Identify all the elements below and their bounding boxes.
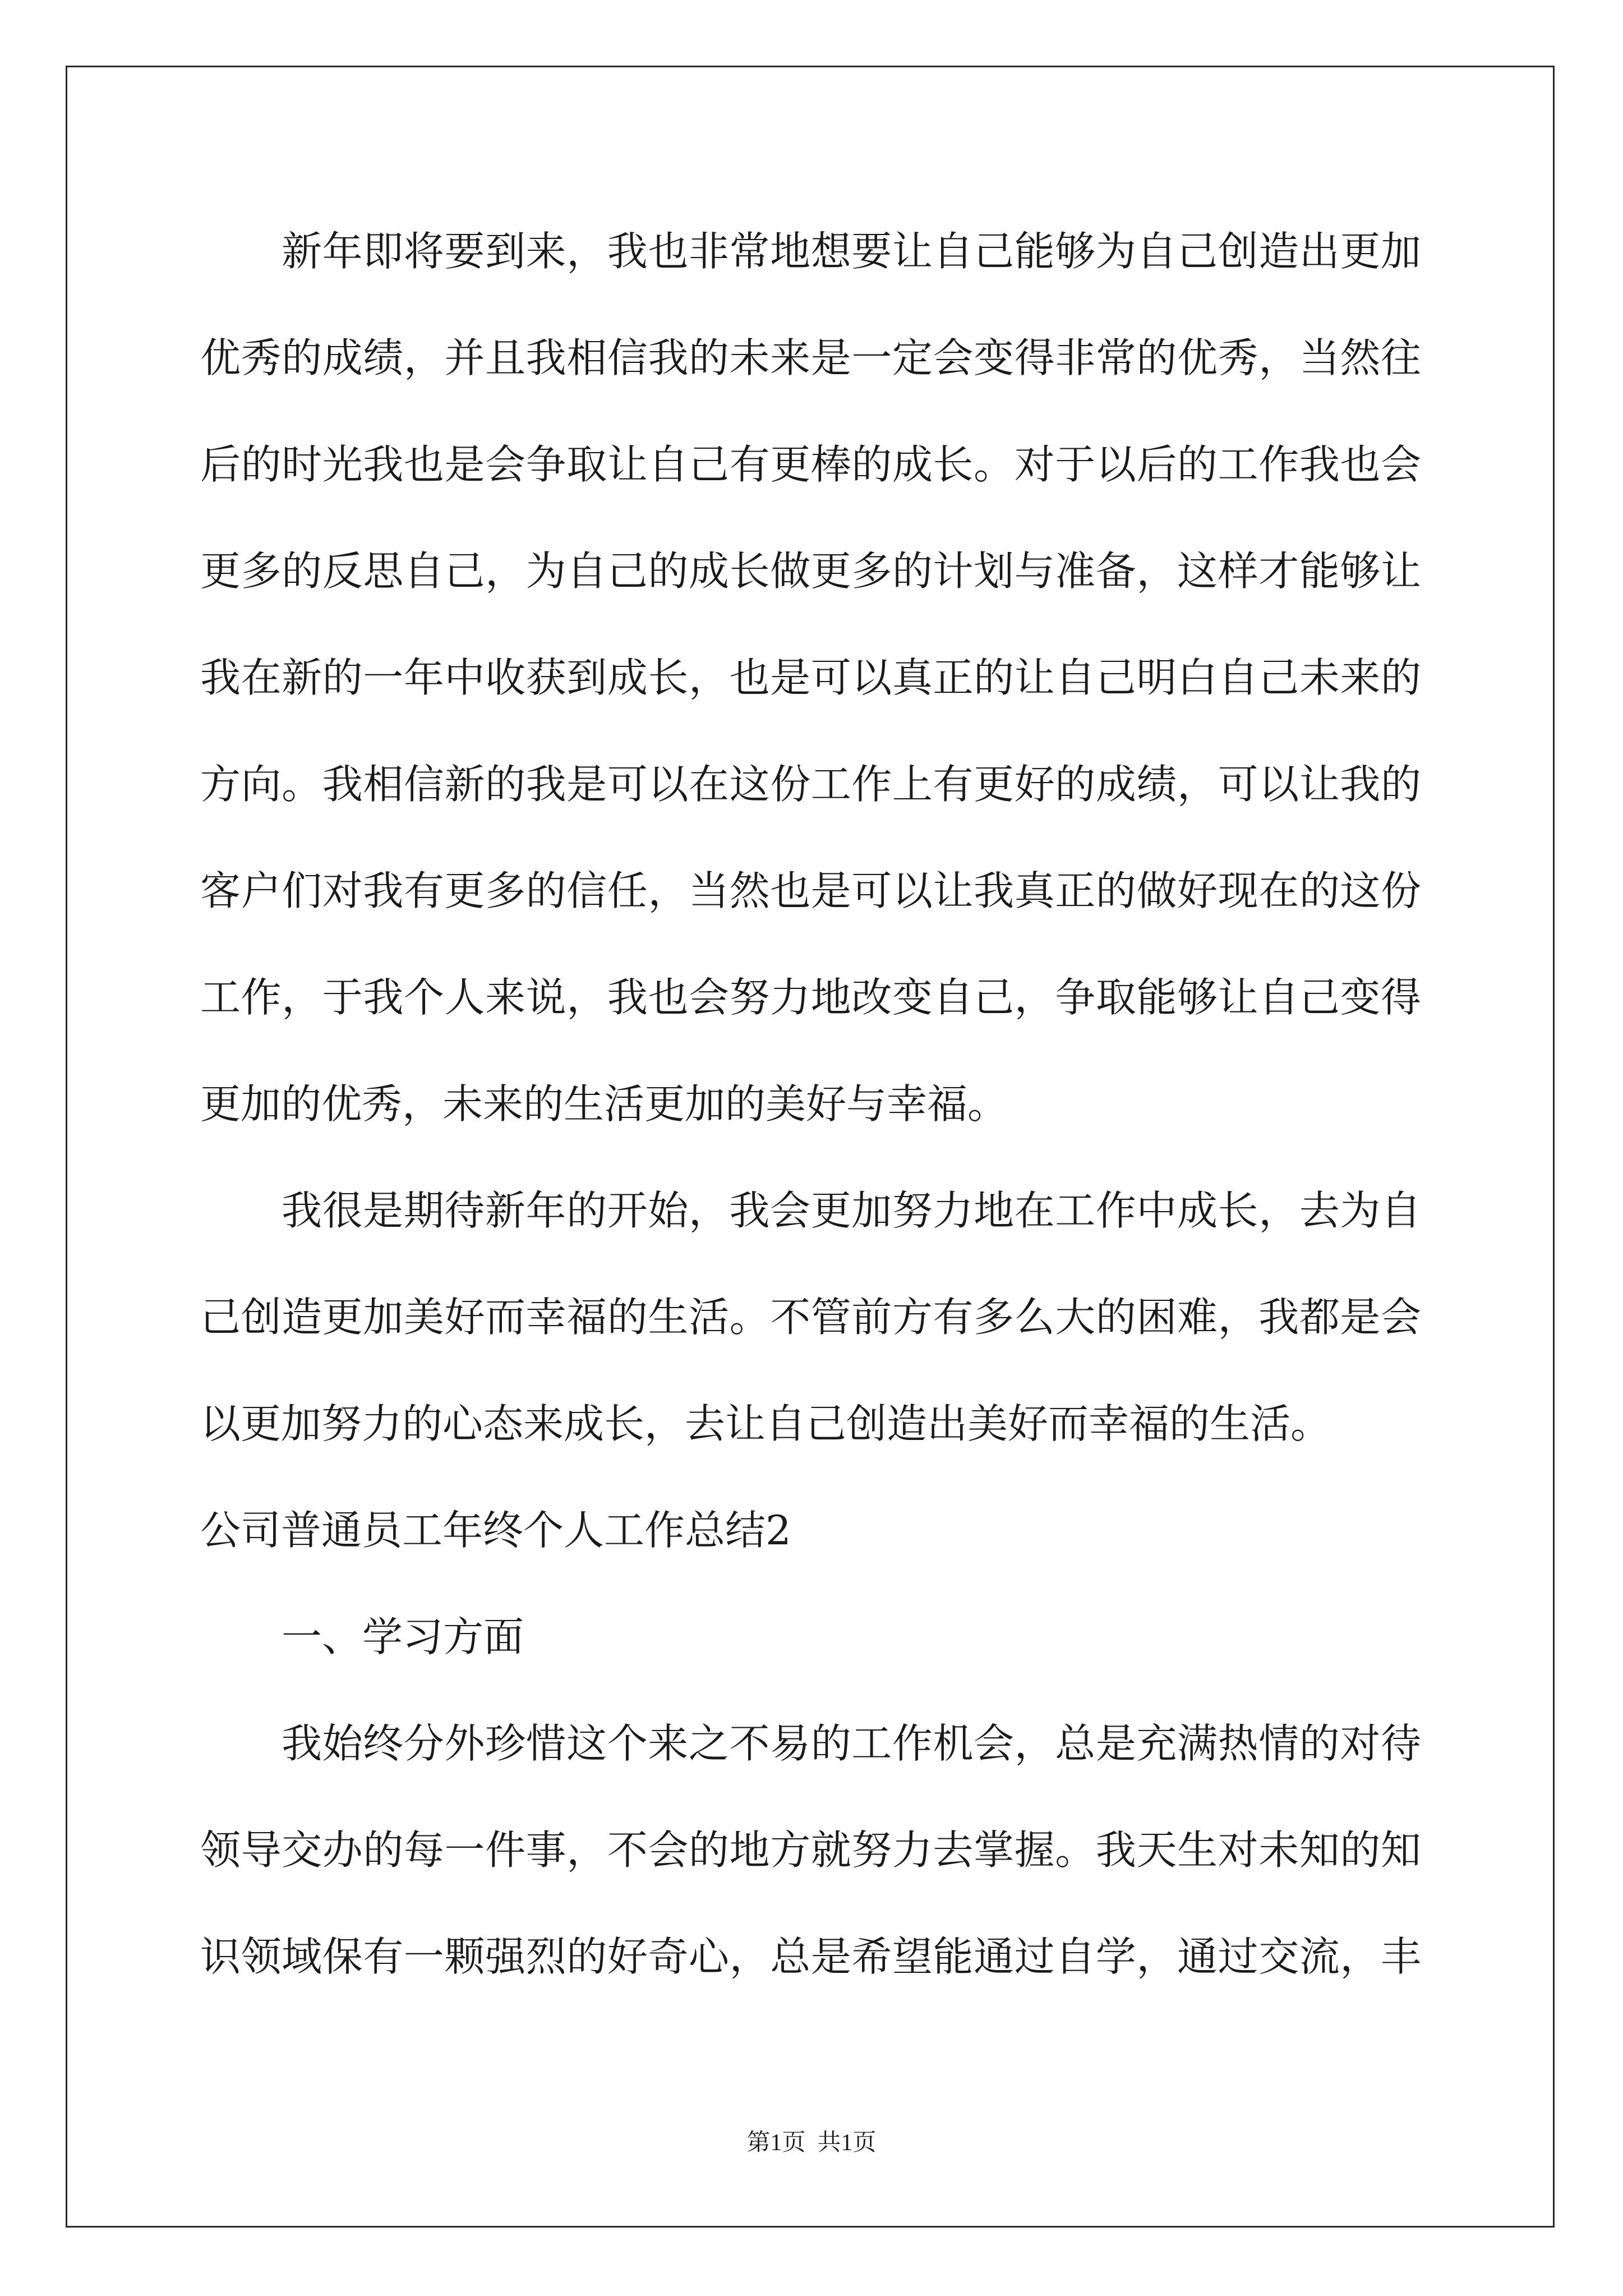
paragraph-line: 优秀的成绩，并且我相信我的未来是一定会变得非常的优秀，当然往 [200,334,1421,381]
paragraph-line: 我很是期待新年的开始，我会更加努力地在工作中成长，去为自 [282,1187,1421,1234]
paragraph-line: 新年即将要到来，我也非常地想要让自己能够为自己创造出更加 [282,228,1421,275]
paragraph-line: 识领域保有一颗强烈的好奇心，总是希望能通过自学，通过交流，丰 [200,1933,1421,1980]
paragraph-line: 更加的优秀，未来的生活更加的美好与幸福。 [200,1080,1008,1128]
paragraph-line: 己创造更加美好而幸福的生活。不管前方有多么大的困难，我都是会 [200,1294,1421,1341]
paragraph-line: 我在新的一年中收获到成长，也是可以真正的让自己明白自己未来的 [200,654,1421,701]
section-heading: 一、学习方面 [282,1613,524,1660]
article-title: 公司普通员工年终个人工作总结2 [200,1507,791,1554]
document-body [200,198,1421,2010]
page-number: 第1页 共1页 [746,2130,877,2156]
paragraph-line: 我始终分外珍惜这个来之不易的工作机会，总是充满热情的对待 [282,1720,1421,1767]
paragraph-line: 以更加努力的心态来成长，去让自己创造出美好而幸福的生活。 [200,1400,1331,1447]
paragraph-line: 更多的反思自己，为自己的成长做更多的计划与准备，这样才能够让 [200,547,1421,595]
paragraph-line: 工作，于我个人来说，我也会努力地改变自己，争取能够让自己变得 [200,974,1421,1021]
paragraph-line: 领导交办的每一件事，不会的地方就努力去掌握。我天生对未知的知 [200,1826,1421,1874]
paragraph-2 [200,1157,1421,1477]
paragraph-3 [200,1690,1421,2010]
paragraph-1 [200,198,1421,1157]
paragraph-line: 方向。我相信新的我是可以在这份工作上有更好的成绩，可以让我的 [200,761,1421,808]
paragraph-line: 客户们对我有更多的信任，当然也是可以让我真正的做好现在的这份 [200,867,1421,914]
paragraph-line: 后的时光我也是会争取让自己有更棒的成长。对于以后的工作我也会 [200,441,1421,488]
